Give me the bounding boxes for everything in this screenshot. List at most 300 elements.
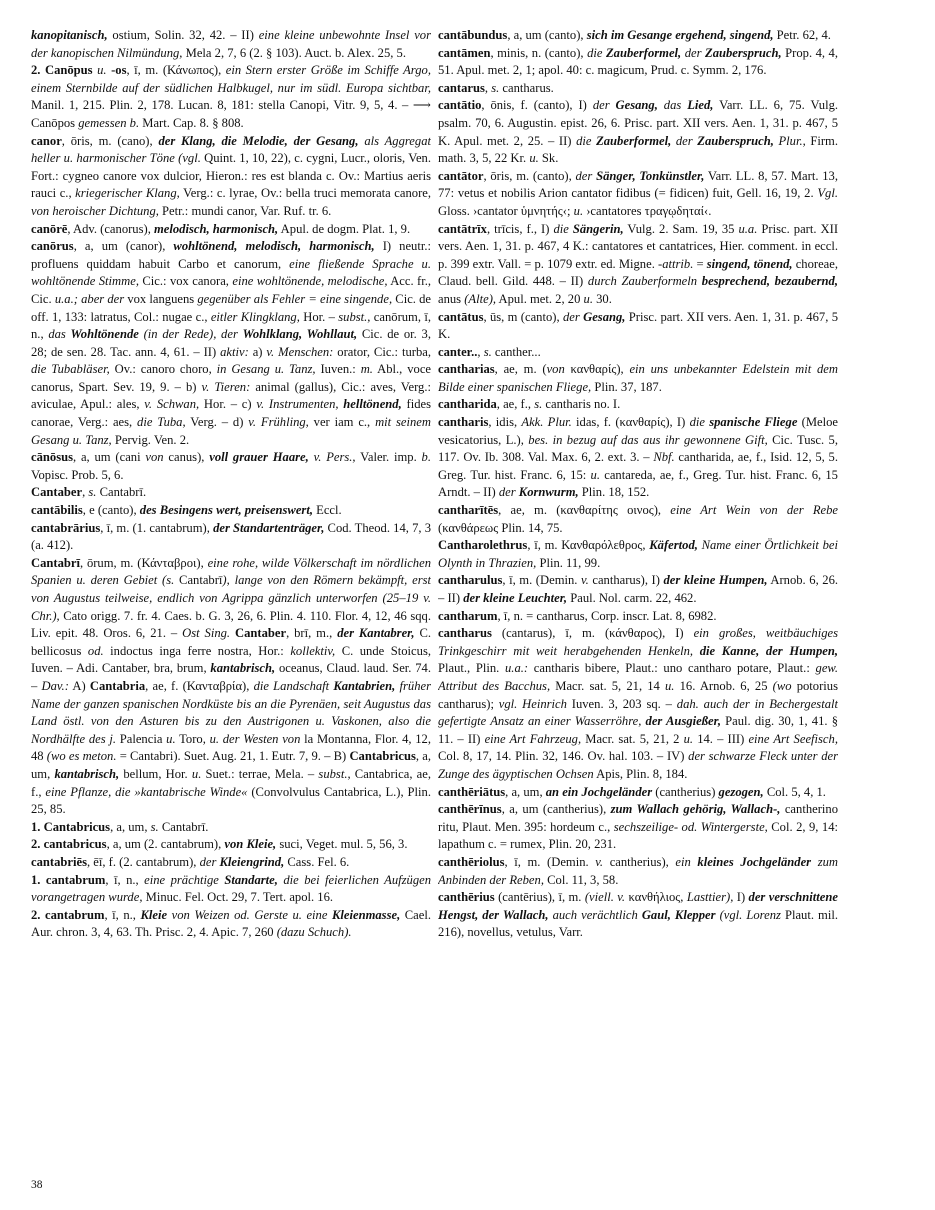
entry-text: cantharis no. I. bbox=[542, 397, 621, 412]
entry-text: der kleine Humpen, bbox=[663, 573, 768, 588]
entry-text: canthērius bbox=[438, 890, 495, 905]
entry-text: eine wohltönende, melodische, bbox=[232, 274, 388, 289]
entry-text: v. Schwan, bbox=[144, 397, 200, 412]
entry-text: Kornwurm, bbox=[518, 485, 579, 500]
entry-text: s. bbox=[491, 80, 500, 95]
entry-text: animal (gallus), Cic.: aves, Verg.: aviculae, Apul.: ales, bbox=[31, 379, 431, 412]
entry-text: Iuven.: bbox=[315, 362, 361, 377]
entry-text: helltönend, bbox=[343, 397, 402, 412]
entry-text: v. Tieren: bbox=[201, 379, 251, 394]
entry-text: cantabriēs bbox=[31, 854, 87, 869]
entry-text: Cic.: vox canora, bbox=[139, 274, 233, 289]
entry-text: , a, um (2. cantabrum), bbox=[106, 837, 225, 852]
entry-text: canter.. bbox=[438, 344, 478, 359]
entry-text: Petr. 62, 4. bbox=[773, 28, 831, 42]
dictionary-entry bbox=[438, 854, 838, 889]
entry-text: , a, um (cani bbox=[73, 450, 146, 465]
entry-text: cantharus bbox=[438, 626, 492, 641]
entry-text: der Ausgießer, bbox=[645, 714, 721, 729]
entry-text: der bbox=[681, 45, 705, 60]
entry-text: ostium, Solin. 32, 42. – II) bbox=[107, 28, 259, 42]
entry-text: subst., bbox=[338, 309, 371, 324]
dictionary-entry bbox=[438, 309, 838, 344]
entry-text: Verg. – d) bbox=[185, 415, 249, 430]
entry-text: C. bellicosus bbox=[31, 626, 431, 658]
entry-text: gezogen, bbox=[718, 784, 764, 799]
entry-text: eine kleine unbewohnte Insel vor der kanopischen Nilmündung, bbox=[31, 28, 431, 60]
entry-text: 1. cantabrum bbox=[31, 872, 106, 887]
entry-text: , ōris, m. (cano), bbox=[61, 133, 159, 148]
entry-text: der bbox=[562, 309, 584, 324]
entry-text: Iuven. 3, 203 sq. – bbox=[566, 696, 677, 711]
entry-text: u. bbox=[683, 731, 694, 746]
entry-text: fides canorae, Verg.: aes, bbox=[31, 397, 431, 430]
entry-text: Apis, Plin. 8, 184. bbox=[593, 766, 688, 781]
entry-text: u. bbox=[191, 766, 202, 781]
entry-text: Sängerin, bbox=[572, 221, 624, 236]
entry-text: Gloss. ›cantator ὑμνητής‹; bbox=[438, 203, 574, 218]
dictionary-entry bbox=[438, 80, 838, 98]
entry-text: Hor. – c) bbox=[199, 397, 257, 412]
entry-text: Zauberspruch, bbox=[697, 133, 774, 148]
entry-text: (cantērius), ī, m. bbox=[494, 890, 585, 905]
entry-text: cantharus. bbox=[499, 80, 554, 95]
entry-text: Eccl. bbox=[312, 503, 342, 518]
entry-text: u. der Westen von bbox=[209, 731, 301, 746]
entry-text: v. Instrumenten, bbox=[256, 397, 344, 412]
entry-text: das bbox=[657, 98, 688, 113]
entry-text: singend, tönend, bbox=[706, 256, 793, 271]
entry-text: canor bbox=[31, 133, 62, 148]
entry-text: bellum, Hor. bbox=[119, 766, 192, 781]
entry-text: , a, um (cantherius), bbox=[501, 802, 611, 817]
entry-text: gegenüber als Fehler = eine singende, bbox=[197, 291, 393, 306]
entry-text: Kantabrien, bbox=[333, 678, 396, 693]
entry-text: , a, um, bbox=[31, 749, 431, 781]
entry-text: , a, um (canor), bbox=[73, 239, 174, 254]
entry-text: Gaul, Klepper bbox=[641, 907, 716, 922]
entry-text: die bei feierlichen Aufzügen vorangetragen wurde, bbox=[31, 872, 431, 905]
entry-text: Lied, bbox=[687, 98, 714, 113]
dictionary-entry bbox=[438, 97, 838, 167]
entry-text: (in der Rede), der bbox=[138, 327, 243, 342]
entry-text: eine rohe, wilde Völkerschaft im nördlichen Spanien u. deren Gebiet (s. bbox=[31, 555, 431, 588]
dictionary-entry bbox=[31, 502, 431, 520]
entry-text: cantharulus bbox=[438, 573, 503, 588]
dictionary-entry bbox=[438, 168, 838, 221]
entry-text: canōrum, ī, n., bbox=[31, 309, 431, 342]
dictionary-entry bbox=[438, 221, 838, 309]
entry-text: ›cantatores τραγῳδηταί‹. bbox=[583, 203, 712, 218]
entry-text: Arnob. 6, 26. – II) bbox=[438, 573, 838, 605]
entry-text: v. Frühling, bbox=[248, 415, 309, 430]
entry-text: (viell. v. bbox=[584, 890, 626, 905]
dictionary-entry bbox=[31, 27, 431, 62]
entry-text: Manil. 1, 215. Plin. 2, 178. Lucan. 8, 181: stella Canopi, Vitr. 9, 5, 4. – ⟶ Canōpos bbox=[31, 98, 431, 130]
entry-text: eine prächtige bbox=[144, 872, 225, 887]
entry-text: A) bbox=[68, 678, 90, 693]
entry-text: eine fließende Sprache u. wohltönende Stimme, bbox=[31, 256, 431, 289]
entry-text: Vopisc. Prob. 5, 6. bbox=[31, 467, 124, 482]
entry-text: Cic. de or. 3, 28; de sen. 28. Tac. ann. 4, 61. – II) bbox=[31, 327, 431, 359]
entry-text: cantharus), I) bbox=[588, 573, 664, 588]
dictionary-entry bbox=[438, 889, 838, 942]
entry-text: v. bbox=[595, 854, 604, 869]
entry-text: cantābundus bbox=[438, 28, 508, 42]
entry-text: cantātor bbox=[438, 168, 484, 183]
entry-text: Verg.: c. lyrae, Ov.: bella truci memorata canore, bbox=[179, 186, 431, 201]
entry-text: 2. cantabrum bbox=[31, 907, 105, 922]
entry-text: Macr. sat. 5, 21, 14 bbox=[550, 678, 665, 693]
entry-text: (dazu Schuch). bbox=[276, 925, 352, 940]
entry-text: Hor. – bbox=[299, 309, 339, 324]
entry-text: des Besingens wert, preisenswert, bbox=[139, 503, 313, 518]
entry-text: von heroischer Dichtung, bbox=[31, 203, 159, 218]
entry-text: zum Anbinden der Reben, bbox=[438, 854, 838, 887]
dictionary-entry bbox=[31, 449, 431, 484]
entry-text: indoctus inga ferre nostra, Hor.: bbox=[103, 643, 291, 658]
entry-text: von Kleie, bbox=[224, 837, 277, 852]
entry-text: sechszeilige- od. Wintergerste, bbox=[613, 819, 768, 834]
entry-text: idas, f. (κανθαρίς), I) bbox=[571, 415, 690, 430]
entry-text: gemessen b. bbox=[78, 115, 140, 130]
entry-text: 1. Cantabricus bbox=[31, 819, 111, 834]
entry-text: u. bbox=[665, 678, 675, 693]
dictionary-entry bbox=[31, 836, 431, 854]
entry-text: 2. cantabricus bbox=[31, 837, 107, 852]
entry-text: , ī, m. (1. cantabrum), bbox=[100, 520, 214, 535]
entry-text: Firm. math. 3, 5, 22 Kr. bbox=[438, 133, 838, 166]
entry-text: , bbox=[82, 485, 89, 500]
entry-text: 14. – III) bbox=[693, 731, 749, 746]
dictionary-entry bbox=[31, 62, 431, 132]
entry-text: cantharītēs bbox=[438, 503, 499, 518]
entry-text: , idis, bbox=[488, 415, 522, 430]
entry-text: Cantaber bbox=[230, 626, 287, 641]
entry-text: Ost Sing. bbox=[182, 626, 231, 641]
entry-text: Plin. 18, 152. bbox=[578, 485, 650, 500]
entry-text: choreae, Claud. bell. Gild. 448. – II) bbox=[438, 256, 838, 289]
entry-text: (Alte), bbox=[464, 291, 497, 306]
entry-text: -attrib. bbox=[658, 256, 694, 271]
entry-text: u. bbox=[529, 151, 539, 166]
entry-text: Varr. LL. 6, 75. Vulg. psalm. 70, 6. Augustin. epist. 26, 6. Prisc. part. XII vers. Aen. 1, 31. p. 467, 5 K. Apul. met. 2, 25. – II) bbox=[438, 98, 838, 148]
entry-text: die Kanne, der Humpen, bbox=[699, 643, 838, 658]
entry-text: Sänger, Tonkünstler, bbox=[596, 168, 705, 183]
entry-text: die bbox=[587, 45, 606, 60]
entry-text: an ein Jochgeländer bbox=[545, 784, 653, 799]
entry-text: Cantabrica, ae, f., bbox=[31, 766, 431, 799]
entry-text: Cic. de off. 1, 133: latratus, Col.: nugae c., bbox=[31, 291, 431, 324]
entry-text: , minis, n. (canto), bbox=[490, 45, 588, 60]
entry-text: melodisch, harmonisch, bbox=[154, 221, 279, 236]
entry-text: ein uns unbekannter Edelstein mit dem Bilde einer spanischen Fliege, bbox=[438, 362, 838, 394]
entry-text: der bbox=[671, 133, 698, 148]
entry-text: , a, um (canto), bbox=[507, 28, 587, 42]
entry-text: dah. auch der in Bechergestalt gefertigte Ansatz an einer Wasserröhre, bbox=[438, 696, 838, 729]
entry-text: Zauberformel, bbox=[605, 45, 682, 60]
entry-text: der bbox=[199, 854, 220, 869]
entry-text: , ōris, m. (canto), bbox=[483, 168, 576, 183]
entry-text: Palencia bbox=[116, 731, 167, 746]
entry-text: s. bbox=[534, 397, 543, 412]
entry-text: Minuc. Fel. Oct. 29, 7. Tert. apol. 16. bbox=[142, 890, 334, 905]
entry-text: cantharias bbox=[438, 362, 495, 377]
entry-text: , ī, n., bbox=[104, 907, 141, 922]
entry-text: Cod. Theod. 14, 7, 3 (a. 412). bbox=[31, 520, 431, 553]
entry-text: cantharis bbox=[438, 415, 489, 430]
entry-text: Col. 5, 4, 1. bbox=[763, 784, 826, 799]
entry-text: mit seinem Gesang u. Tanz, bbox=[31, 415, 431, 447]
entry-text: cantharis bibere, Plaut.: uno cantharo potare, Plaut.: bbox=[528, 661, 816, 676]
dictionary-entry bbox=[31, 872, 431, 907]
entry-text: Cantabrī bbox=[31, 555, 80, 570]
entry-text: Akk. Plur. bbox=[521, 415, 572, 430]
entry-text: voll grauer Haare, bbox=[209, 450, 309, 465]
entry-text: Cantabrī. bbox=[96, 485, 147, 500]
entry-text: -os bbox=[106, 63, 127, 78]
dictionary-entry bbox=[31, 238, 431, 449]
entry-text: κανθήλιος, bbox=[625, 890, 687, 905]
dictionary-entry bbox=[438, 45, 838, 80]
entry-text: der kleine Leuchter, bbox=[463, 591, 568, 605]
entry-text: Petr.: mundi canor, Var. Ruf. tr. 6. bbox=[158, 203, 332, 218]
entry-text: Paul. Nol. carm. 22, 462. bbox=[567, 591, 697, 605]
entry-text: u. bbox=[573, 203, 584, 218]
entry-text: Wohltönende bbox=[70, 327, 139, 342]
entry-text: Cantaber bbox=[31, 485, 83, 500]
entry-text: oceanus, Claud. laud. Ser. 74. – bbox=[31, 661, 431, 693]
entry-text: s. bbox=[150, 819, 159, 834]
entry-text: Kleienmasse, bbox=[332, 907, 401, 922]
entry-text: Valer. imp. bbox=[355, 450, 422, 465]
entry-text: Plur., bbox=[773, 133, 806, 148]
entry-text: Plaut. mil. 216), novellus, vetulus, Varr. bbox=[438, 907, 838, 940]
entry-text: s. bbox=[483, 344, 492, 359]
entry-text: , ōrum, m. (Κάνταβροι), bbox=[79, 555, 208, 570]
entry-text: Paul. dig. 30, 1, 41. § 11. – II) bbox=[438, 714, 838, 746]
entry-text: Plin. 37, 187. bbox=[591, 379, 662, 394]
entry-text: 16. Arnob. 6, 25 bbox=[674, 678, 773, 693]
entry-text: von bbox=[145, 450, 164, 465]
entry-text: der bbox=[575, 168, 597, 183]
entry-text: Plaut., Plin. bbox=[438, 661, 505, 676]
entry-text: , ī, m. (Κάνωπος), bbox=[126, 63, 226, 78]
entry-text: od. bbox=[87, 643, 104, 658]
entry-text: Col. 2, 9, 14: lapathum c. = rumex, Plin. 20, 231. bbox=[438, 819, 838, 852]
entry-text: u. bbox=[590, 467, 600, 482]
dictionary-entry bbox=[31, 484, 431, 502]
entry-text: die Tuba, bbox=[137, 415, 186, 430]
entry-text: Cato origg. 7. fr. 4. Caes. b. G. 3, 26, 6. Plin. 4. 110. Flor. 4, 12, 46 sqq. Liv. epit. 48. Oros. 6, 21. – bbox=[31, 608, 431, 641]
entry-text: u. bbox=[97, 63, 107, 78]
entry-text: Cantabria bbox=[89, 678, 146, 693]
entry-text: orator, Cic.: turba, bbox=[333, 344, 431, 359]
entry-text: cantherius), bbox=[603, 854, 676, 869]
entry-text: canther... bbox=[491, 344, 541, 359]
entry-text: durch Zauberformeln bbox=[587, 274, 702, 289]
entry-text: die Tubabläser, bbox=[31, 362, 110, 377]
entry-text: u. bbox=[583, 291, 593, 306]
entry-text: Dav.: bbox=[41, 678, 69, 693]
dictionary-entry bbox=[438, 784, 838, 802]
entry-text: m. bbox=[360, 362, 373, 377]
entry-text: , ī, n., bbox=[105, 872, 145, 887]
entry-text: v. Pers., bbox=[308, 450, 356, 465]
entry-text: (κανθάρεως Plin. 14, 75. bbox=[438, 520, 563, 535]
entry-text: aktiv: bbox=[220, 344, 249, 359]
entry-text: anus bbox=[438, 291, 465, 306]
entry-text: , e (canto), bbox=[82, 503, 140, 518]
entry-text: = Cantabri). Suet. Aug. 21, 1. Eutr. 7, 9. – B) bbox=[116, 749, 350, 764]
dictionary-entry bbox=[438, 361, 838, 396]
entry-text: Standarte, bbox=[224, 872, 278, 887]
entry-text: Col. 8, 17, 14. Plin. 32, 146. Ov. hal. 103. – IV) bbox=[438, 749, 689, 764]
entry-text: 2. Canōpus bbox=[31, 63, 98, 78]
dictionary-entry bbox=[31, 854, 431, 872]
entry-text: , bbox=[484, 80, 492, 95]
entry-text: der verschnittene Hengst, der Wallach, bbox=[438, 890, 838, 922]
entry-text: C. unde Stoicus, Iuven. – Adi. Cantaber, bra, brum, bbox=[31, 643, 431, 676]
entry-text: s. bbox=[88, 485, 97, 500]
entry-text: eine Art Seefisch, bbox=[748, 731, 838, 746]
dictionary-entry bbox=[438, 396, 838, 414]
entry-text: kantabrisch, bbox=[54, 766, 120, 781]
entry-text: canthērīnus bbox=[438, 802, 502, 817]
entry-text: canōrē bbox=[31, 221, 68, 236]
entry-text: Quint. 1, 10, 22), c. cygni, Lucr., oloris, Ven. Fort.: cygneo canore vox dulcior, Hieron.: res est blanda c. Ov.: Martius aeris rauci c., bbox=[31, 151, 431, 201]
entry-text: Prisc. part. XII vers. Aen. 1, 31. p. 467, 5 K. bbox=[438, 309, 838, 342]
entry-text: cantātrīx bbox=[438, 221, 487, 236]
entry-text: , ōnis, f. (canto), I) bbox=[481, 98, 593, 113]
entry-text: κανθαρίς), bbox=[564, 362, 630, 377]
entry-text: , a, um, bbox=[110, 819, 151, 834]
entry-text: Cantabrī. bbox=[158, 819, 209, 834]
entry-text: kollektiv, bbox=[290, 643, 336, 658]
entry-text: (Meloe vesicatorius, L.), bbox=[438, 415, 838, 447]
entry-text: cantharida, ae, f., Isid. 12, 5, 5. Greg. Tur. hist. Franc. 6, 15: bbox=[438, 450, 838, 482]
entry-text: (cantarus), ī, m. (κάνθαρος), I) bbox=[491, 626, 694, 641]
entry-text: die bbox=[553, 221, 573, 236]
entry-text: die bbox=[576, 133, 597, 148]
page-number: 38 bbox=[31, 1179, 43, 1191]
dictionary-entry bbox=[438, 625, 838, 783]
entry-text: (Convolvulus Cantabrica, L.), Plin. 25, 85. bbox=[31, 784, 431, 817]
entry-text: Varr. LL. 8, 57. Mart. 13, 77: vetus et nobilis Arion cantator fidibus (= fidicen) fuit, Gell. 16, 19, 2. bbox=[438, 168, 838, 201]
entry-text: gew. Attribut des Bacchus, bbox=[438, 661, 838, 693]
entry-text: , brī, m., bbox=[286, 626, 338, 641]
entry-text: Cael. Aur. chron. 3, 4, 63. Th. Prisc. 2, 4. Apic. 7, 260 bbox=[31, 907, 431, 940]
entry-text: , ae, f. (Κανταβρία), bbox=[145, 678, 254, 693]
entry-text: canōrus bbox=[31, 239, 74, 254]
entry-text: Gesang, bbox=[615, 98, 658, 113]
dictionary-entry bbox=[31, 133, 431, 221]
entry-text: der bbox=[498, 485, 519, 500]
entry-text: Gesang, bbox=[583, 309, 626, 324]
entry-text: (cantherius) bbox=[652, 784, 719, 799]
entry-text: Cass. Fel. 6. bbox=[284, 854, 350, 869]
entry-text: , ūs, m (canto), bbox=[483, 309, 563, 324]
entry-text: b. bbox=[421, 450, 431, 465]
entry-text: Mart. Cap. 8. § 808. bbox=[139, 115, 244, 130]
entry-text: , ī, m. Κανθαρόλεθρος, bbox=[527, 538, 650, 553]
entry-text: früher Name der ganzen spanischen Nordküste bis an die Pyrenäen, seit Augustus das Land östl. von den Asturen bis zu den Austrigonen u. Vaskonen, also die Nordhälfte des j. bbox=[31, 678, 431, 746]
entry-text: der Standartenträger, bbox=[213, 520, 325, 535]
entry-text: als Aggregat heller u. harmonischer Töne (vgl. bbox=[31, 133, 431, 166]
entry-text: Lasttier), bbox=[686, 890, 734, 905]
entry-text: eine Art Fahrzeug, bbox=[484, 731, 582, 746]
entry-text: u.a.: bbox=[505, 661, 529, 676]
entry-text: cantarus bbox=[438, 80, 485, 95]
dictionary-entry bbox=[31, 555, 431, 819]
entry-text: v. Menschen: bbox=[266, 344, 334, 359]
entry-text: Col. 11, 3, 58. bbox=[543, 872, 619, 887]
entry-text: , ae, f., bbox=[496, 397, 535, 412]
entry-text: canthēriātus bbox=[438, 784, 506, 799]
entry-text: , ī, m. (Demin. bbox=[502, 573, 581, 588]
entry-text: Apul. de dogm. Plat. 1, 9. bbox=[278, 221, 411, 236]
entry-text: kriegerischer Klang, bbox=[75, 186, 180, 201]
entry-text: die Landschaft bbox=[253, 678, 334, 693]
entry-text: subst., bbox=[318, 766, 351, 781]
entry-text: kantabrisch, bbox=[210, 661, 276, 676]
entry-text: cantareda, ae, f., Greg. Tur. hist. Franc. 6, 15 Arndt. – II) bbox=[438, 467, 838, 500]
entry-text: eine Art Wein von der Rebe bbox=[670, 503, 838, 518]
dictionary-entry bbox=[31, 907, 431, 942]
entry-text: (vgl. Lorenz bbox=[715, 907, 781, 922]
entry-text: Apul. met. 2, 20 bbox=[496, 291, 584, 306]
entry-text: Ov.: canoro choro, bbox=[109, 362, 217, 377]
entry-text: Suet.: terrae, Mela. – bbox=[201, 766, 319, 781]
entry-text: , ēī, f. (2. cantabrum), bbox=[86, 854, 200, 869]
entry-text: cantābilis bbox=[31, 503, 83, 518]
entry-text: = bbox=[693, 256, 707, 271]
entry-text: Cantabrī bbox=[174, 573, 223, 588]
left-column bbox=[31, 27, 431, 1172]
entry-text: vox languens bbox=[124, 291, 198, 306]
entry-text: cantātio bbox=[438, 98, 482, 113]
entry-text: Vgl. bbox=[817, 186, 838, 201]
entry-text: Zauberformel, bbox=[596, 133, 672, 148]
entry-text: ver iam c., bbox=[308, 415, 376, 430]
entry-text: , ae, m. (κανθαρίτης οινος), bbox=[498, 503, 671, 518]
entry-text: cantherino ritu, Plaut. Men. 395: hordeum c., bbox=[438, 802, 838, 834]
entry-text: der bbox=[592, 98, 616, 113]
dictionary-entry bbox=[438, 537, 838, 572]
entry-text: Käfertod, bbox=[649, 538, 698, 553]
entry-text: (wo es meton. bbox=[46, 749, 117, 764]
entry-text: canthēriolus bbox=[438, 854, 505, 869]
entry-text: I) bbox=[733, 890, 749, 905]
dictionary-entry bbox=[438, 414, 838, 502]
entry-text: a) bbox=[248, 344, 267, 359]
dictionary-entry bbox=[438, 27, 838, 45]
entry-text: ), lange von den Römern bekämpft, erst von Augustus teilweise, endlich von Agrippa gänzlich unterworfen (25–19 v. Chr.), bbox=[31, 573, 431, 623]
entry-text: Prop. 4, 4, 51. Apul. met. 2, 1; apol. 40: c. magicum, Prud. c. Symm. 2, 176. bbox=[438, 45, 838, 78]
entry-text: Kleie bbox=[140, 907, 168, 922]
entry-text: cantabrārius bbox=[31, 520, 101, 535]
entry-text: cantharum bbox=[438, 608, 498, 623]
entry-text: vgl. Heinrich bbox=[498, 696, 567, 711]
entry-text: , Adv. (canorus), bbox=[67, 221, 154, 236]
entry-text: Toro, bbox=[175, 731, 210, 746]
entry-text: Macr. sat. 5, 21, 2 bbox=[581, 731, 684, 746]
entry-text: Prisc. part. XII vers. Aen. 1, 31. p. 467, 4 K.: cantatores et cantatrices, Hier. comment. in eccl. p. 399 extr. Vall. = p. 1079 extr. ed. Migne. bbox=[438, 221, 838, 271]
entry-text: 30. bbox=[592, 291, 612, 306]
entry-text: bes. in bezug auf das aus ihr gewonnene Gift, bbox=[528, 432, 768, 447]
entry-text: Mela 2, 7, 6 (2. § 103). Auct. b. Alex. 25, 5. bbox=[182, 45, 406, 60]
entry-text: Acc. fr., Cic. bbox=[31, 274, 431, 306]
